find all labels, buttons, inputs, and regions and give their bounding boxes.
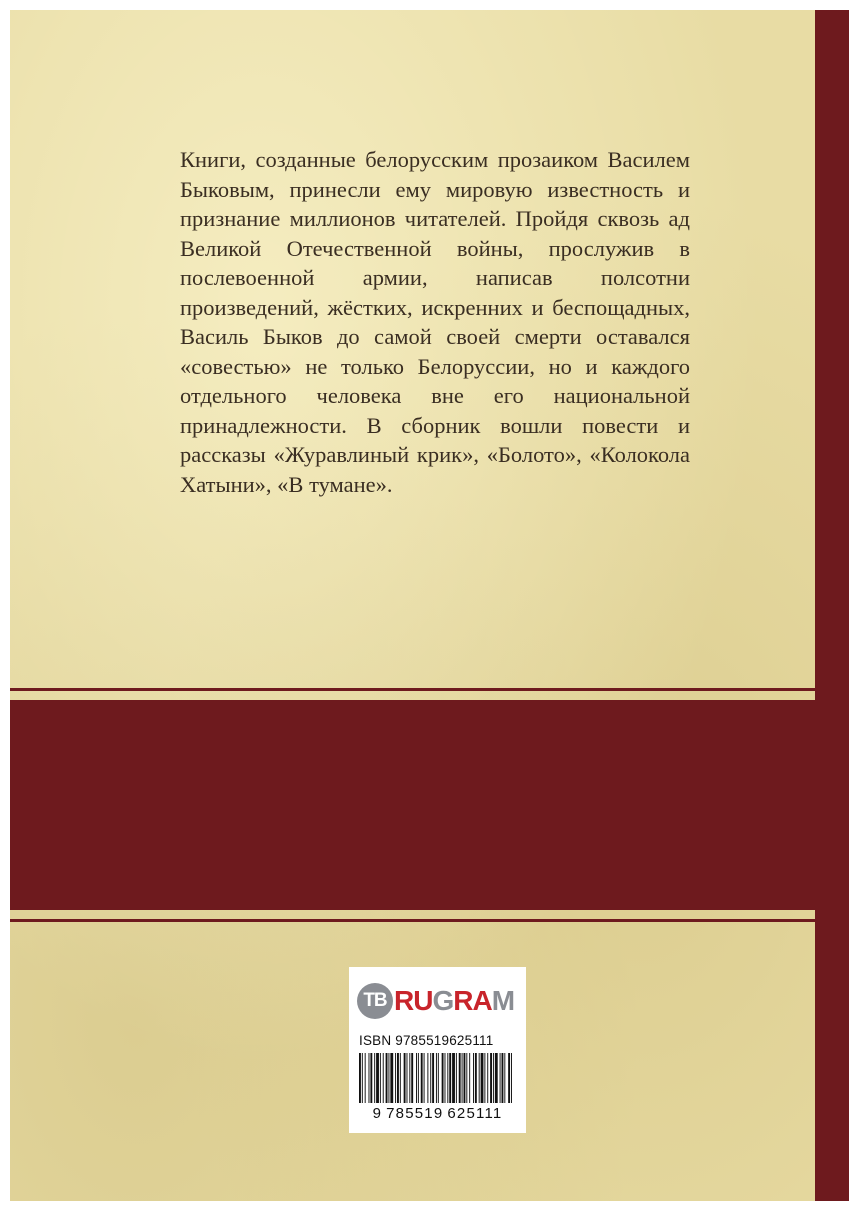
barcode-digit-first: 9 xyxy=(372,1105,383,1122)
book-description: Книги, созданные белорусским прозаиком Василем Быковым, принесли ему мировую известность и признание миллионов читателей. Пройдя сквозь ад Великой Отечественной войны, прослужив в послевоенной армии, написав полсотни произведений, жёстких, искренних и беспощадных, Василь Быков до самой своей смерти оставался «совестью» не только Белоруссии, но и каждого отдельного человека вне его национальной принадлежности. В сборник вошли повести и рассказы «Журавлиный крик», «Болото», «Колокола Хатыни», «В тумане». xyxy=(180,147,690,497)
publisher-name-part1: RU xyxy=(394,985,433,1016)
decorative-rule-top xyxy=(10,688,815,691)
burgundy-band xyxy=(10,700,815,910)
barcode-digits-right: 625111 xyxy=(447,1105,503,1122)
publisher-name-part4: M xyxy=(491,985,515,1016)
decorative-rule-bottom xyxy=(10,919,815,922)
isbn-number: ISBN 9785519625111 xyxy=(359,1033,494,1048)
barcode-digits xyxy=(349,1105,526,1122)
publisher-logo xyxy=(357,981,522,1021)
publisher-logo-mark: TB xyxy=(357,983,393,1019)
publisher-name-part3: RA xyxy=(453,985,492,1016)
barcode xyxy=(357,1053,517,1103)
barcode-digits-left: 785519 xyxy=(386,1105,444,1122)
spine-strip xyxy=(815,10,849,1201)
publisher-name xyxy=(394,985,514,1017)
isbn-label xyxy=(349,967,526,1133)
publisher-name-part2: G xyxy=(432,985,454,1016)
